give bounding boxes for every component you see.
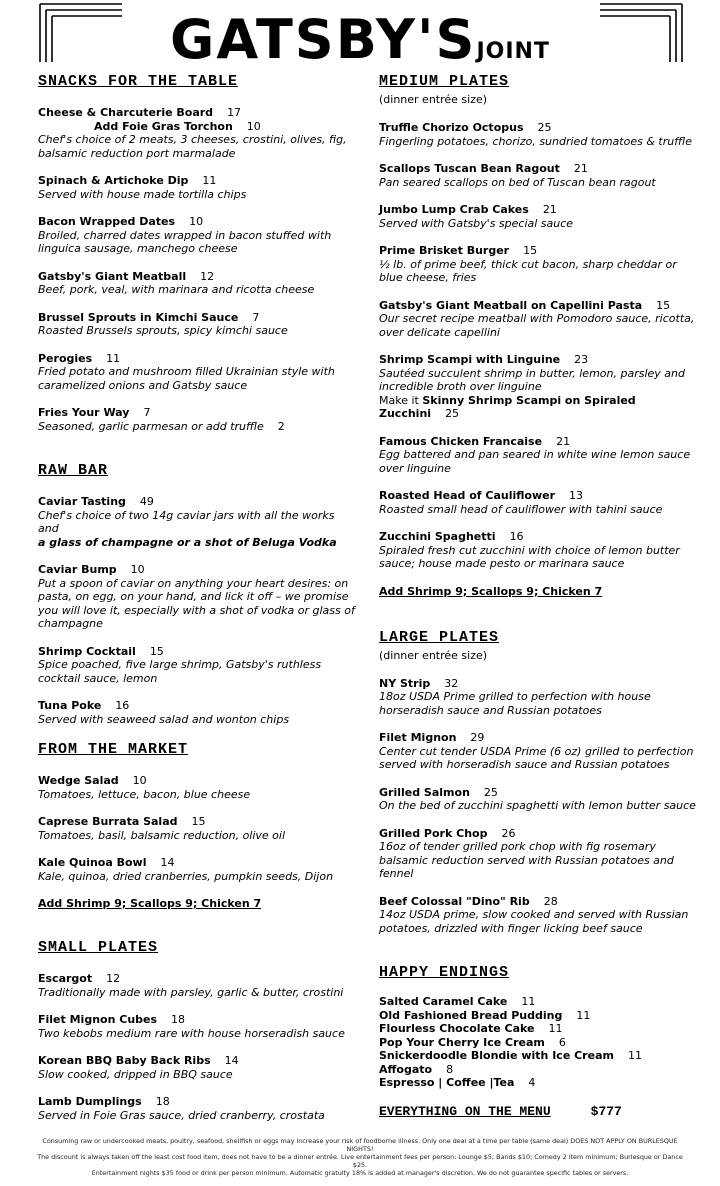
menu-item: Perogies 11 Fried potato and mushroom filled Ukrainian style with caramelized onions and Gatsby sauce xyxy=(38,351,335,392)
dessert-item: Espresso | Coffee |Tea 4 xyxy=(379,1076,536,1089)
section-heading: SMALL PLATES xyxy=(38,939,159,956)
menu-item: Prime Brisket Burger 15 ½ lb. of prime beef, thick cut bacon, sharp cheddar or blue cheese, fries xyxy=(379,244,677,284)
section-happy-endings xyxy=(379,963,704,1119)
section-small-plates xyxy=(38,938,358,1122)
menu-item: Brussel Sprouts in Kimchi Sauce 7 Roasted Brussels sprouts, spicy kimchi sauce xyxy=(38,310,288,337)
add-protein-note: Add Shrimp 9; Scallops 9; Chicken 7 xyxy=(379,584,603,598)
menu-item: NY Strip 32 18oz USDA Prime grilled to perfection with house horseradish sauce and Russian potatoes xyxy=(379,676,651,717)
menu-item: Shrimp Scampi with Linguine 23 Sautéed succulent shrimp in butter, lemon, parsley and incredible broth over linguine Make it Skinny Shrimp Scampi on Spiraled Zucchini 25 xyxy=(379,353,685,420)
menu-item: Bacon Wrapped Dates 10 Broiled, charred dates wrapped in bacon stuffed with linguica sausage, manchego cheese xyxy=(38,215,332,255)
menu-item: Kale Quinoa Bowl 14 Kale, quinoa, dried cranberries, pumpkin seeds, Dijon xyxy=(38,856,334,883)
menu-item: Fries Your Way 7 Seasoned, garlic parmesan or add truffle 2 xyxy=(38,406,285,433)
dessert-item: Old Fashioned Bread Pudding 11 xyxy=(379,1008,591,1022)
section-medium-plates xyxy=(379,72,704,598)
title-main: GATSBY'S xyxy=(170,8,477,71)
right-column xyxy=(379,72,704,1119)
section-heading: FROM THE MARKET xyxy=(38,741,189,758)
section-heading: LARGE PLATES xyxy=(379,628,500,646)
menu-item: Shrimp Cocktail 15 Spice poached, five large shrimp, Gatsby's ruthless cocktail sauce, lemon xyxy=(38,644,322,685)
dessert-item: Pop Your Cherry Ice Cream 6 xyxy=(379,1035,566,1049)
section-heading: SNACKS FOR THE TABLE xyxy=(38,73,239,90)
menu-item: Grilled Pork Chop 26 16oz of tender grilled pork chop with fig rosemary balsamic reduction served with Russian potatoes and fennel xyxy=(379,826,674,880)
menu-item: Beef Colossal "Dino" Rib 28 14oz USDA prime, slow cooked and served with Russian potatoes, drizzled with finger licking beef sauce xyxy=(379,894,689,935)
section-large-plates xyxy=(379,628,704,936)
section-raw-bar xyxy=(38,461,358,726)
dessert-item: Snickerdoodle Blondie with Ice Cream 11 xyxy=(379,1049,642,1062)
section-heading: HAPPY ENDINGS xyxy=(379,964,510,981)
everything-on-menu xyxy=(379,1104,704,1119)
menu-item: Truffle Chorizo Octopus 25 Fingerling potatoes, chorizo, sundried tomatoes & truffle xyxy=(379,121,692,148)
restaurant-title xyxy=(0,10,720,70)
section-snacks xyxy=(38,72,358,433)
menu-item: Gatsby's Giant Meatball 12 Beef, pork, veal, with marinara and ricotta cheese xyxy=(38,269,315,296)
section-subtitle: (dinner entrée size) xyxy=(379,648,488,662)
section-subtitle: (dinner entrée size) xyxy=(379,93,488,106)
dessert-list xyxy=(379,995,704,1090)
menu-item: Gatsby's Giant Meatball on Capellini Pasta 15 Our secret recipe meatball with Pomodoro sauce, ricotta, over delicate capellini xyxy=(379,298,695,339)
menu-item: Grilled Salmon 25 On the bed of zucchini spaghetti with lemon butter sauce xyxy=(379,785,696,812)
dessert-item: Affogato 8 xyxy=(379,1062,454,1076)
menu-item: Caprese Burrata Salad 15 Tomatoes, basil, balsamic reduction, olive oil xyxy=(38,815,286,842)
dessert-item: Salted Caramel Cake 11 xyxy=(379,995,536,1008)
section-heading: MEDIUM PLATES xyxy=(379,73,510,90)
everything-price: $777 xyxy=(590,1103,622,1119)
section-heading: RAW BAR xyxy=(38,462,109,479)
left-column xyxy=(38,72,358,1122)
menu-item: Zucchini Spaghetti 16 Spiraled fresh cut zucchini with choice of lemon butter sauce; house made pesto or marinara sauce xyxy=(379,530,680,570)
menu-item: Jumbo Lump Crab Cakes 21 Served with Gatsby's special sauce xyxy=(379,203,574,230)
add-protein-note: Add Shrimp 9; Scallops 9; Chicken 7 xyxy=(38,897,262,910)
menu-item: Filet Mignon Cubes 18 Two kebobs medium rare with house horseradish sauce xyxy=(38,1013,345,1040)
everything-label: EVERYTHING ON THE MENU xyxy=(379,1103,551,1119)
title-suffix: JOINT xyxy=(476,39,550,64)
menu-item: Escargot 12 Traditionally made with parsley, garlic & butter, crostini xyxy=(38,972,344,999)
fine-print: Consuming raw or undercooked meats, poultry, seafood, shellfish or eggs may increase your risk of foodborne illness. Only one deal at a time per table (same deal) DOES NOT APPLY ON BURLESQUE NIGHTS! The discount is always taken off the least cost food item, does not have to be a dinner entrée. Live entertainment fees per person: Lounge $5; Bands $10; Comedy 2 item minimum; Burlesque or Dance $25. Entertainment nights $35 food or drink per person minimum. Automatic gratuity 18% is added at manager's discretion. We do not guarantee specific tables or servers. xyxy=(37,1137,683,1177)
dessert-item: Flourless Chocolate Cake 11 xyxy=(379,1022,563,1035)
menu-item: Caviar Bump 10 Put a spoon of caviar on anything your heart desires: on pasta, on egg, on your hand, and lick it off – we promise you will love it, especially with a shot of vodka or glass of champagne xyxy=(38,563,355,630)
menu-item: Cheese & Charcuterie Board 17 Add Foie Gras Torchon 10 Chef's choice of 2 meats, 3 cheeses, crostini, olives, fig, balsamic reduction port marmalade xyxy=(38,106,347,160)
menu-item: Scallops Tuscan Bean Ragout 21 Pan seared scallops on bed of Tuscan bean ragout xyxy=(379,162,656,189)
menu-item: Lamb Dumplings 18 Served in Foie Gras sauce, dried cranberry, crostata xyxy=(38,1095,325,1122)
menu-item: Famous Chicken Francaise 21 Egg battered and pan seared in white wine lemon sauce over linguine xyxy=(379,434,691,475)
menu-item: Roasted Head of Cauliflower 13 Roasted small head of cauliflower with tahini sauce xyxy=(379,489,663,516)
menu-item: Filet Mignon 29 Center cut tender USDA Prime (6 oz) grilled to perfection served with horseradish sauce and Russian potatoes xyxy=(379,731,694,771)
menu-item: Caviar Tasting 49 Chef's choice of two 14g caviar jars with all the works and a glass of champagne or a shot of Beluga Vodka xyxy=(38,495,337,549)
menu-item: Spinach & Artichoke Dip 11 Served with house made tortilla chips xyxy=(38,174,247,201)
section-from-the-market xyxy=(38,740,358,910)
menu-item: Wedge Salad 10 Tomatoes, lettuce, bacon, blue cheese xyxy=(38,774,251,801)
menu-item: Korean BBQ Baby Back Ribs 14 Slow cooked, dripped in BBQ sauce xyxy=(38,1054,239,1081)
menu-item: Tuna Poke 16 Served with seaweed salad and wonton chips xyxy=(38,699,290,726)
